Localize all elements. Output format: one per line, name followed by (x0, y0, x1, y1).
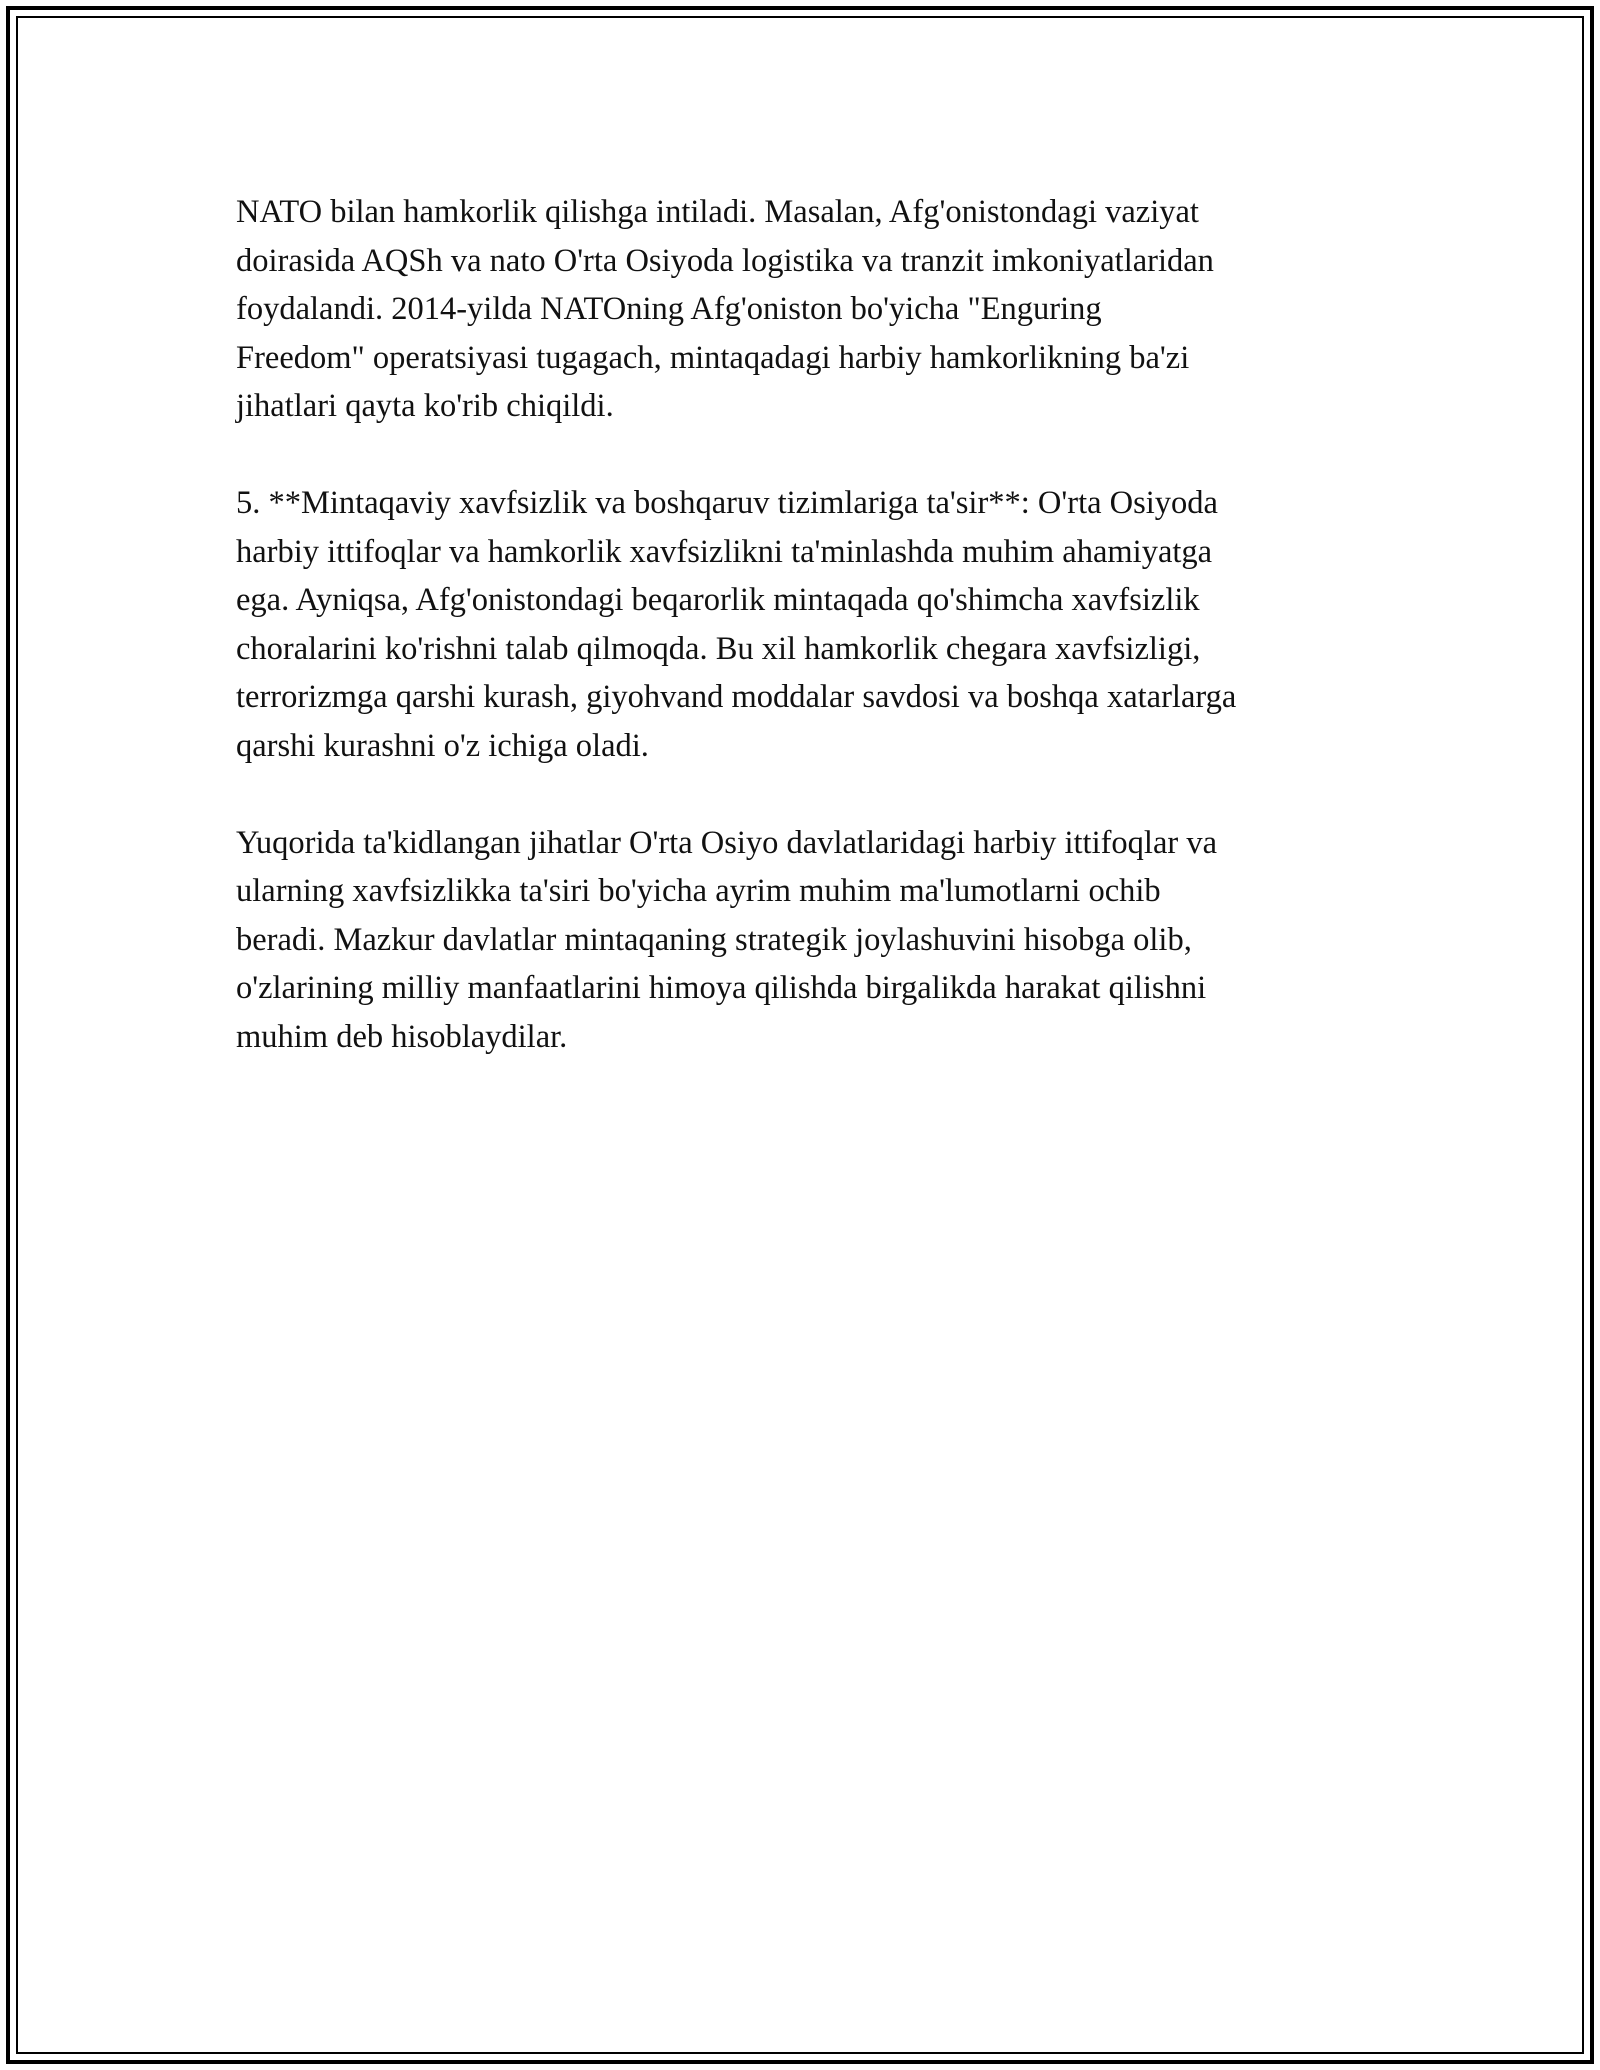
document-body (236, 188, 1376, 1110)
paragraph-conclusion: Yuqorida ta'kidlangan jihatlar O'rta Osiyo davlatlaridagi harbiy ittifoqlar va ularning xavfsizlikka ta'siri bo'yicha ayrim muhim ma'lumotlarni ochib beradi. Mazkur davlatlar mintaqaning strategik joylashuvini hisobga olib, o'zlarining milliy manfaatlarini himoya qilishda birgalikda harakat qilishni muhim deb hisoblaydilar. (236, 824, 1217, 1055)
paragraph-nato-cooperation: NATO bilan hamkorlik qilishga intiladi. Masalan, Afg'onistondagi vaziyat doirasida AQSh va nato O'rta Osiyoda logistika va tranzit imkoniyatlaridan foydalandi. 2014-yilda NATOning Afg'oniston bo'yicha "Enguring Freedom" operatsiyasi tugagach, mintaqadagi harbiy hamkorlikning ba'zi jihatlari qayta ko'rib chiqildi. (236, 194, 1214, 424)
paragraph-regional-security: 5. **Mintaqaviy xavfsizlik va boshqaruv tizimlariga ta'sir**: O'rta Osiyoda harbiy ittifoqlar va hamkorlik xavfsizlikni ta'minlashda muhim ahamiyatga ega. Ayniqsa, Afg'onistondagi beqarorlik mintaqada qo'shimcha xavfsizlik choralarini ko'rishni talab qilmoqda. Bu xil hamkorlik chegara xavfsizligi, terrorizmga qarshi kurash, giyohvand moddalar savdosi va boshqa xatarlarga qarshi kurashni o'z ichiga oladi. (236, 485, 1237, 764)
